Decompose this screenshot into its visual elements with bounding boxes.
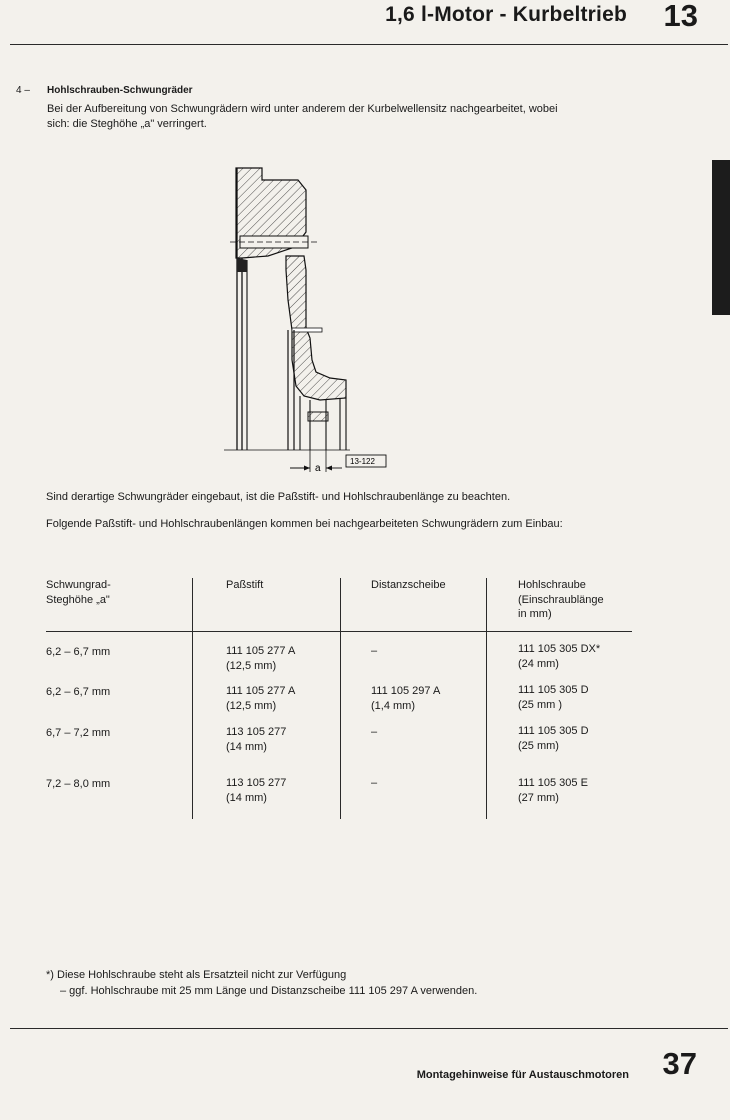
cell-hohlschraube — [518, 776, 588, 806]
flywheel-section-drawing — [200, 160, 400, 475]
cell-steghoehe: 6,2 – 6,7 mm — [46, 686, 111, 698]
cell-hohlschraube — [518, 683, 589, 713]
hohlschraube-number: 111 105 305 D — [518, 684, 589, 696]
col-header-passstift-line1: Paßstift — [226, 579, 264, 591]
passstift-number: 113 105 277 — [226, 726, 287, 738]
col-header-steghoehe — [46, 578, 111, 607]
col-header-distanzscheibe — [371, 578, 446, 593]
footnote-line-1: *) Diese Hohlschraube steht als Ersatzteil nicht zur Verfügung — [46, 969, 347, 981]
table-divider — [486, 578, 487, 819]
paragraph-note-2: Folgende Paßstift- und Hohlschraubenlängen kommen bei nachgearbeiteten Schwungrädern zum Einbau: — [46, 518, 563, 530]
hohlschraube-length: (25 mm) — [518, 740, 559, 752]
cell-distanzscheibe — [371, 684, 440, 714]
cell-hohlschraube — [518, 724, 589, 754]
col-header-hohlschraube — [518, 578, 604, 622]
passstift-number: 113 105 277 — [226, 777, 287, 789]
col-header-steghoehe-line1: Schwungrad- — [46, 579, 111, 591]
cell-passstift — [226, 776, 286, 806]
table-header-rule — [46, 631, 632, 632]
col-header-steghoehe-line2: Steghöhe „a" — [46, 593, 110, 606]
section-number: 4 – — [16, 85, 30, 96]
page-number: 37 — [662, 1046, 697, 1081]
hohlschraube-length: (25 mm ) — [518, 699, 562, 711]
paragraph-note-1: Sind derartige Schwungräder eingebaut, ist die Paßstift- und Hohlschraubenlänge zu beachten. — [46, 491, 511, 503]
cell-hohlschraube — [518, 642, 600, 672]
cell-passstift — [226, 684, 295, 714]
passstift-length: (14 mm) — [226, 792, 267, 804]
table-divider — [192, 578, 193, 819]
intro-line-1: Bei der Aufbereitung von Schwungrädern wird unter anderem der Kurbelwellensitz nachgearbeitet, wobei — [47, 103, 558, 115]
cell-steghoehe: 6,2 – 6,7 mm — [46, 646, 111, 658]
cell-passstift — [226, 725, 286, 755]
page-header-title: 1,6 l-Motor - Kurbeltrieb — [385, 3, 627, 26]
distanzscheibe-number: 111 105 297 A — [371, 685, 441, 697]
cell-distanzscheibe — [371, 776, 377, 791]
cell-distanzscheibe — [371, 725, 377, 740]
footer-rule — [10, 1028, 728, 1029]
hohlschraube-number: 111 105 305 E — [518, 777, 588, 789]
col-header-hohlschraube-line2: (Einschraublänge — [518, 593, 604, 606]
passstift-length: (14 mm) — [226, 741, 267, 753]
col-header-distanzscheibe-line1: Distanzscheibe — [371, 579, 446, 591]
intro-line-2: sich: die Steghöhe „a" verringert. — [47, 118, 207, 130]
cell-distanzscheibe — [371, 644, 377, 659]
header-rule — [10, 44, 728, 45]
passstift-number: 111 105 277 A — [226, 685, 296, 697]
distanzscheibe-number: – — [371, 726, 378, 738]
footer-title: Montagehinweise für Austauschmotoren — [416, 1069, 629, 1081]
table-divider — [340, 578, 341, 819]
distanzscheibe-number: – — [371, 777, 378, 789]
passstift-length: (12,5 mm) — [226, 660, 277, 672]
dimension-a-label: a — [315, 463, 321, 474]
col-header-passstift — [226, 578, 263, 593]
chapter-number: 13 — [663, 0, 698, 33]
cell-passstift — [226, 644, 295, 674]
section-title: Hohlschrauben-Schwungräder — [47, 85, 193, 96]
figure-ref: 13-122 — [350, 457, 375, 466]
chapter-tab-marker — [712, 160, 730, 315]
passstift-length: (12,5 mm) — [226, 700, 277, 712]
hohlschraube-number: 111 105 305 DX* — [518, 643, 601, 655]
hohlschraube-length: (27 mm) — [518, 792, 559, 804]
passstift-number: 111 105 277 A — [226, 645, 296, 657]
hohlschraube-length: (24 mm) — [518, 658, 559, 670]
cell-steghoehe: 6,7 – 7,2 mm — [46, 727, 111, 739]
col-header-hohlschraube-line1: Hohlschraube — [518, 579, 586, 591]
distanzscheibe-number: – — [371, 645, 378, 657]
col-header-hohlschraube-line3: in mm) — [518, 608, 552, 620]
cell-steghoehe: 7,2 – 8,0 mm — [46, 778, 111, 790]
distanzscheibe-length: (1,4 mm) — [371, 700, 415, 712]
hohlschraube-number: 111 105 305 D — [518, 725, 589, 737]
footnote-line-2: – ggf. Hohlschraube mit 25 mm Länge und Distanzscheibe 111 105 297 A verwenden. — [60, 985, 478, 997]
